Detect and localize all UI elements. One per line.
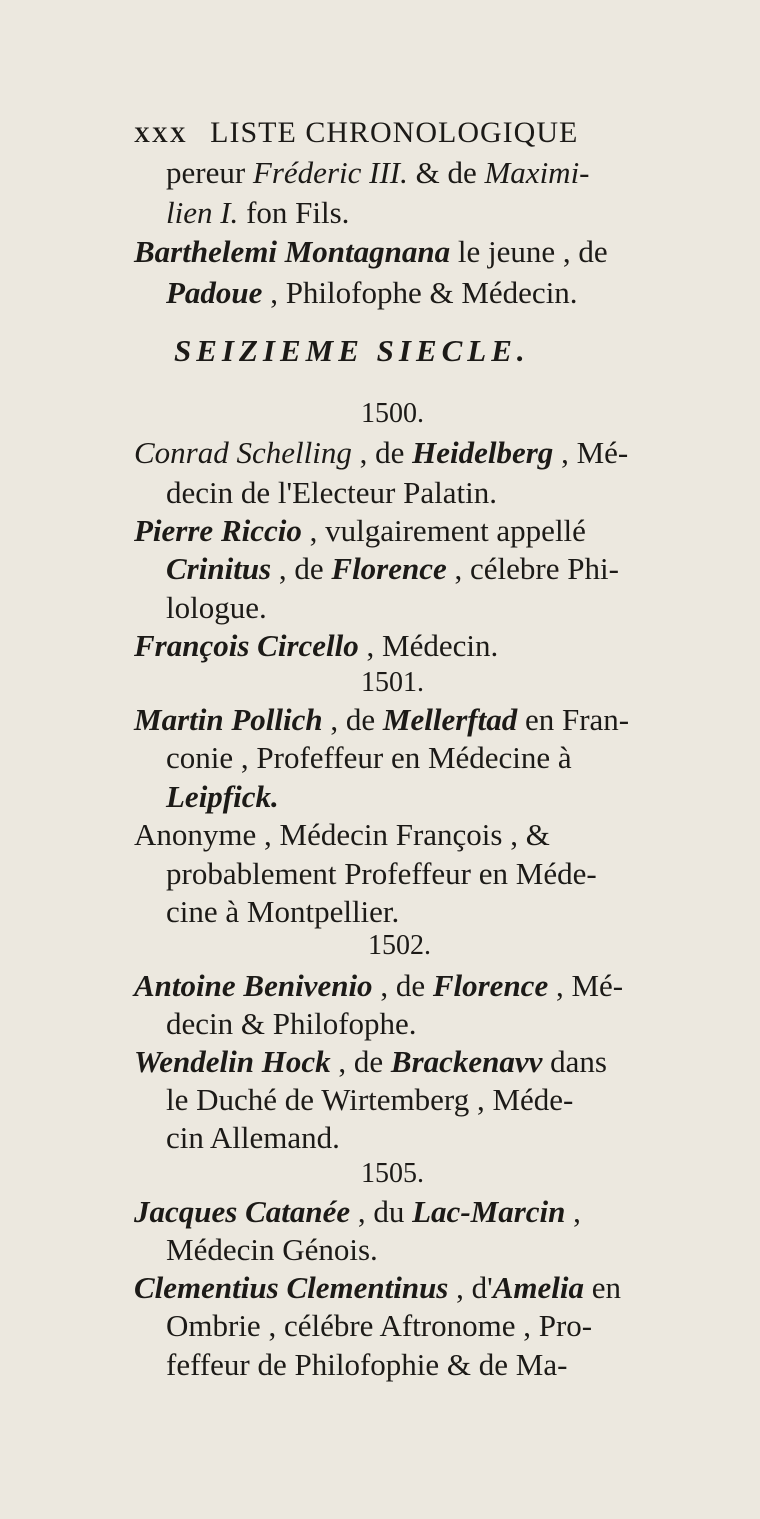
- text-line: feffeur de Philofophie & de Ma-: [166, 1347, 568, 1382]
- running-header: [134, 118, 578, 148]
- person-name: Clementius Clementinus: [134, 1270, 449, 1305]
- text-run: dans: [542, 1044, 607, 1079]
- text-line: [166, 553, 619, 584]
- place-name: Heidelberg: [412, 435, 554, 470]
- text-run: , de: [372, 968, 433, 1003]
- person-name: Crinitus: [166, 551, 272, 586]
- text-run: , de: [330, 1044, 391, 1079]
- text-line: [134, 630, 498, 661]
- text-run: , de: [271, 551, 332, 586]
- text-run: fon Fils.: [238, 195, 350, 230]
- text-line: cin Allemand.: [166, 1120, 340, 1155]
- text-run: le jeune , de: [450, 234, 608, 269]
- text-line: lologue.: [166, 590, 267, 625]
- person-name: Antoine Benivenio: [134, 968, 373, 1003]
- text-line: [134, 704, 629, 735]
- text-run: en Fran-: [517, 702, 630, 737]
- place-name: Amelia: [492, 1270, 584, 1305]
- person-name: Fréderic III.: [252, 155, 408, 190]
- place-name: Padoue: [166, 275, 263, 310]
- place-name: Leipfick.: [166, 779, 279, 814]
- person-name: Conrad Schelling: [134, 435, 352, 470]
- text-line: cine à Montpellier.: [166, 894, 400, 929]
- text-line: [134, 970, 623, 1001]
- text-run: , célebre Phi-: [446, 551, 619, 586]
- year-heading: 1505.: [361, 1158, 424, 1189]
- person-name: Wendelin Hock: [134, 1044, 331, 1079]
- text-run: , Médecin.: [358, 628, 499, 663]
- text-line: Anonyme , Médecin François , &: [134, 817, 550, 852]
- person-name: Pierre Riccio: [134, 513, 302, 548]
- text-run: , d': [448, 1270, 493, 1305]
- header-title: LISTE CHRONOLOGIQUE: [210, 116, 579, 149]
- year-heading: 1502.: [368, 930, 431, 961]
- text-line: [166, 157, 590, 188]
- person-name: Maximi-: [484, 155, 590, 190]
- text-line: decin & Philofophe.: [166, 1006, 417, 1041]
- text-run: , de: [322, 702, 383, 737]
- text-run: en: [584, 1270, 622, 1305]
- text-run: & de: [407, 155, 485, 190]
- person-name: Barthelemi Montagnana: [134, 234, 451, 269]
- year-heading: 1501.: [361, 667, 424, 698]
- text-run: , Mé-: [548, 968, 624, 1003]
- text-line: [134, 437, 628, 468]
- text-line: decin de l'Electeur Palatin.: [166, 475, 497, 510]
- person-name: Jacques Catanée: [134, 1194, 351, 1229]
- text-run: , Mé-: [553, 435, 629, 470]
- text-run: , vulgairement appellé: [301, 513, 586, 548]
- place-name: Mellerftad: [382, 702, 518, 737]
- text-line: probablement Profeffeur en Méde-: [166, 856, 597, 891]
- place-name: Brackenavv: [390, 1044, 543, 1079]
- text-line: [134, 1196, 581, 1227]
- text-run: pereur: [166, 155, 253, 190]
- text-line: [134, 515, 586, 546]
- place-name: Florence: [331, 551, 447, 586]
- place-name: Lac-Marcin: [412, 1194, 566, 1229]
- text-run: , de: [351, 435, 413, 470]
- year-heading: 1500.: [361, 398, 424, 429]
- text-run: ,: [565, 1194, 581, 1229]
- text-line: [134, 236, 608, 267]
- place-name: Florence: [432, 968, 549, 1003]
- person-name: lien I.: [166, 195, 239, 230]
- text-line: [134, 1272, 621, 1303]
- text-line: Médecin Génois.: [166, 1232, 378, 1267]
- person-name: Martin Pollich: [134, 702, 323, 737]
- text-line: Ombrie , célébre Aftronome , Pro-: [166, 1308, 593, 1343]
- text-line: [134, 1046, 607, 1077]
- text-line: conie , Profeffeur en Médecine à: [166, 740, 572, 775]
- century-heading: SEIZIEME SIECLE.: [174, 333, 530, 368]
- text-line: le Duché de Wirtemberg , Méde-: [166, 1082, 574, 1117]
- text-line: [166, 277, 578, 308]
- text-run: , du: [350, 1194, 413, 1229]
- text-run: , Philofophe & Médecin.: [262, 275, 578, 310]
- page-number: XXX: [134, 122, 188, 147]
- text-line: [166, 197, 349, 228]
- person-name: François Circello: [134, 628, 359, 663]
